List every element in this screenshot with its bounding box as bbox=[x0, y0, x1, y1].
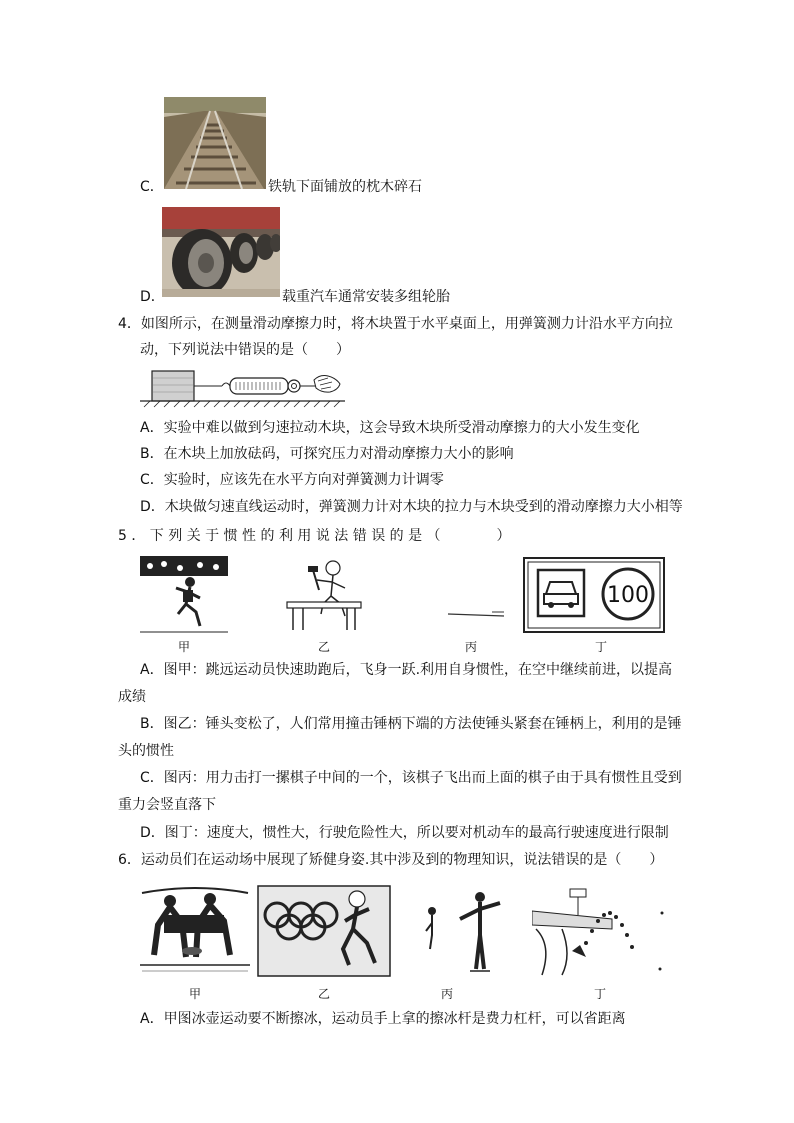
q5-option-a-line1: A．图甲：跳远运动员快速助跑后，飞身一跃.利用自身惯性，在空中继续前进，以提高 bbox=[140, 662, 673, 678]
figure-skater-figure bbox=[420, 885, 506, 977]
q4-option-d: D．木块做匀速直线运动时，弹簧测力计对木块的拉力与木块受到的滑动摩擦力大小相等 bbox=[140, 499, 683, 515]
truck-tires-photo bbox=[162, 207, 280, 297]
ski-jump-figure bbox=[532, 885, 672, 977]
curling-figure bbox=[140, 885, 250, 977]
q5-caption-yi: 乙 bbox=[318, 640, 331, 654]
hammer-bench-figure bbox=[283, 556, 365, 634]
q6-caption-bing: 丙 bbox=[441, 987, 454, 1001]
q3-option-c-text: 铁轨下面铺放的枕木碎石 bbox=[268, 179, 422, 195]
q3-option-d-text: 载重汽车通常安装多组轮胎 bbox=[282, 289, 450, 305]
q6-caption-yi: 乙 bbox=[318, 987, 331, 1001]
spring-scale bbox=[230, 378, 288, 394]
railway-track-photo bbox=[164, 97, 266, 189]
chess-stack-figure bbox=[446, 556, 506, 634]
wood-block bbox=[152, 371, 194, 401]
q4-option-a: A．实验中难以做到匀速拉动木块，这会导致木块所受滑动摩擦力的大小发生变化 bbox=[140, 420, 640, 436]
q3-option-d-label: D． bbox=[140, 289, 165, 305]
q4-stem-line2: 动，下列说法中错误的是（ ） bbox=[140, 342, 350, 358]
q4-stem-line1: 4．如图所示，在测量滑动摩擦力时，将木块置于水平桌面上，用弹簧测力计沿水平方向拉 bbox=[118, 316, 673, 332]
speed-limit-sign-figure bbox=[522, 556, 666, 634]
q5-option-c-line1: C．图丙：用力击打一摞棋子中间的一个，该棋子飞出而上面的棋子由于具有惯性且受到 bbox=[140, 770, 682, 786]
q5-option-c-line2: 重力会竖直落下 bbox=[118, 797, 216, 813]
q5-caption-ding: 丁 bbox=[595, 640, 608, 654]
q5-option-a-line2: 成绩 bbox=[118, 689, 146, 705]
friction-experiment-figure bbox=[140, 366, 345, 408]
q5-option-b-line1: B．图乙：锤头变松了，人们常用撞击锤柄下端的方法使锤头紧套在锤柄上，利用的是锤 bbox=[140, 716, 682, 732]
q6-caption-ding: 丁 bbox=[594, 987, 607, 1001]
q6-option-a: A．甲图冰壶运动要不断擦冰，运动员手上拿的擦冰杆是费力杠杆，可以省距离 bbox=[140, 1011, 626, 1027]
skating-rings-figure bbox=[257, 885, 391, 977]
q4-option-b: B．在木块上加放砝码，可探究压力对滑动摩擦力大小的影响 bbox=[140, 446, 514, 462]
q5-option-b-line2: 头的惯性 bbox=[118, 743, 174, 759]
q5-stem: 5 ． 下 列 关 于 惯 性 的 利 用 说 法 错 误 的 是 （ ） bbox=[118, 528, 511, 544]
q6-caption-jia: 甲 bbox=[189, 987, 202, 1001]
speed-limit-number: 100 bbox=[607, 583, 649, 608]
q4-option-c: C．实验时，应该先在水平方向对弹簧测力计调零 bbox=[140, 472, 444, 488]
q5-option-d: D．图丁：速度大，惯性大，行驶危险性大，所以要对机动车的最高行驶速度进行限制 bbox=[140, 825, 669, 841]
q5-caption-bing: 丙 bbox=[465, 640, 478, 654]
q5-caption-jia: 甲 bbox=[178, 640, 191, 654]
q6-stem: 6．运动员们在运动场中展现了矫健身姿.其中涉及到的物理知识，说法错误的是（ ） bbox=[118, 852, 664, 868]
long-jump-figure bbox=[140, 556, 228, 634]
q3-option-c-label: C． bbox=[140, 179, 164, 195]
car-icon bbox=[544, 582, 578, 604]
